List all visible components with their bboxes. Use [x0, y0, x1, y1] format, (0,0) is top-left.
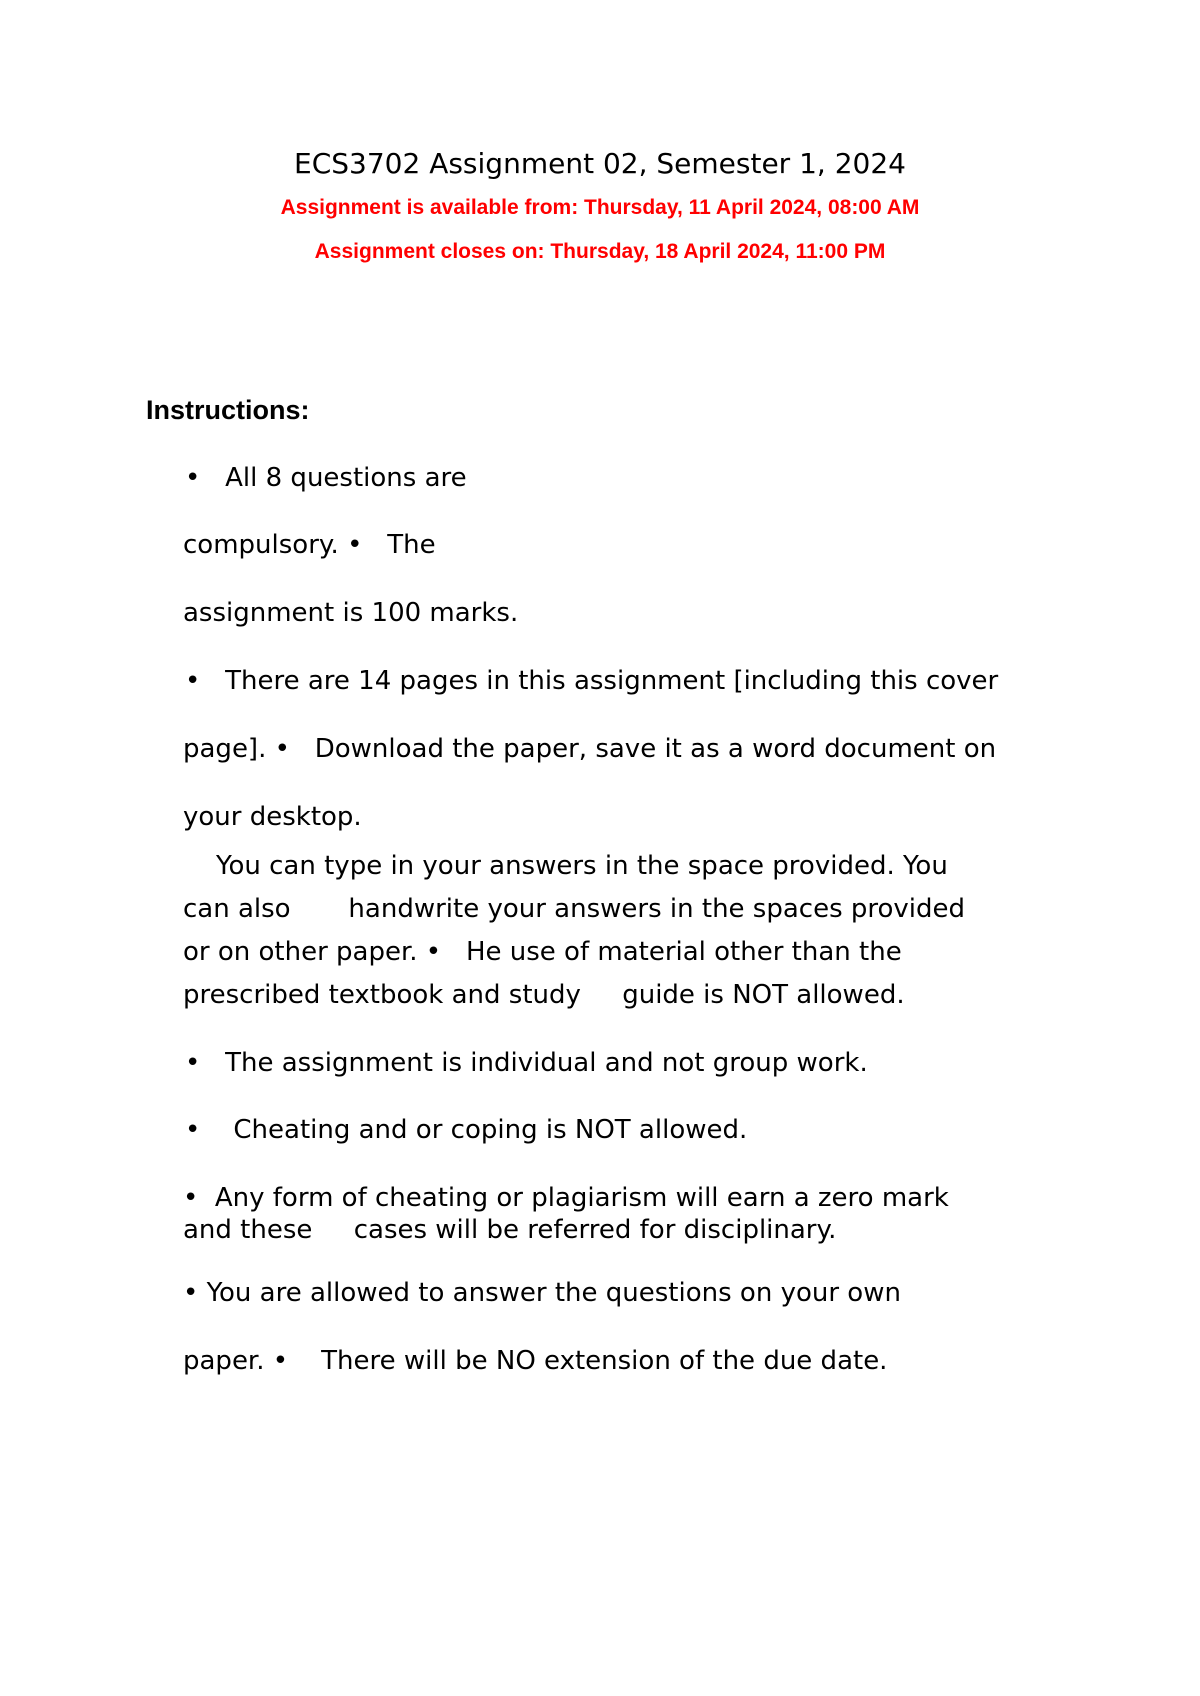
- instruction-line: • There are 14 pages in this assignment [including this cover: [185, 666, 999, 696]
- instruction-line: paper. • There will be NO extension of the due date.: [183, 1346, 888, 1376]
- instruction-line: can also handwrite your answers in the spaces provided: [183, 894, 966, 924]
- instruction-line: your desktop.: [183, 802, 362, 832]
- instruction-line: assignment is 100 marks.: [183, 598, 519, 628]
- instruction-line: page]. • Download the paper, save it as a word document on: [183, 734, 997, 764]
- instruction-line: • The assignment is individual and not group work.: [185, 1048, 868, 1078]
- instruction-line: • You are allowed to answer the questions on your own: [183, 1278, 901, 1308]
- assignment-title: ECS3702 Assignment 02, Semester 1, 2024: [294, 147, 906, 180]
- closing-date: Assignment closes on: Thursday, 18 April 2024, 11:00 PM: [314, 240, 886, 263]
- instruction-line: and these cases will be referred for disciplinary.: [183, 1215, 837, 1245]
- availability-date: Assignment is available from: Thursday, 11 April 2024, 08:00 AM: [280, 196, 920, 219]
- instructions-heading: Instructions:: [146, 395, 310, 425]
- instruction-line: prescribed textbook and study guide is NOT allowed.: [183, 980, 905, 1010]
- instruction-line: • Cheating and or coping is NOT allowed.: [185, 1115, 748, 1145]
- instruction-line: compulsory. • The: [183, 530, 436, 560]
- instruction-line: You can type in your answers in the space provided. You: [183, 851, 948, 881]
- instruction-line: • Any form of cheating or plagiarism will earn a zero mark: [183, 1183, 949, 1213]
- instruction-line: or on other paper. • He use of material other than the: [183, 937, 902, 967]
- instruction-line: • All 8 questions are: [185, 463, 467, 493]
